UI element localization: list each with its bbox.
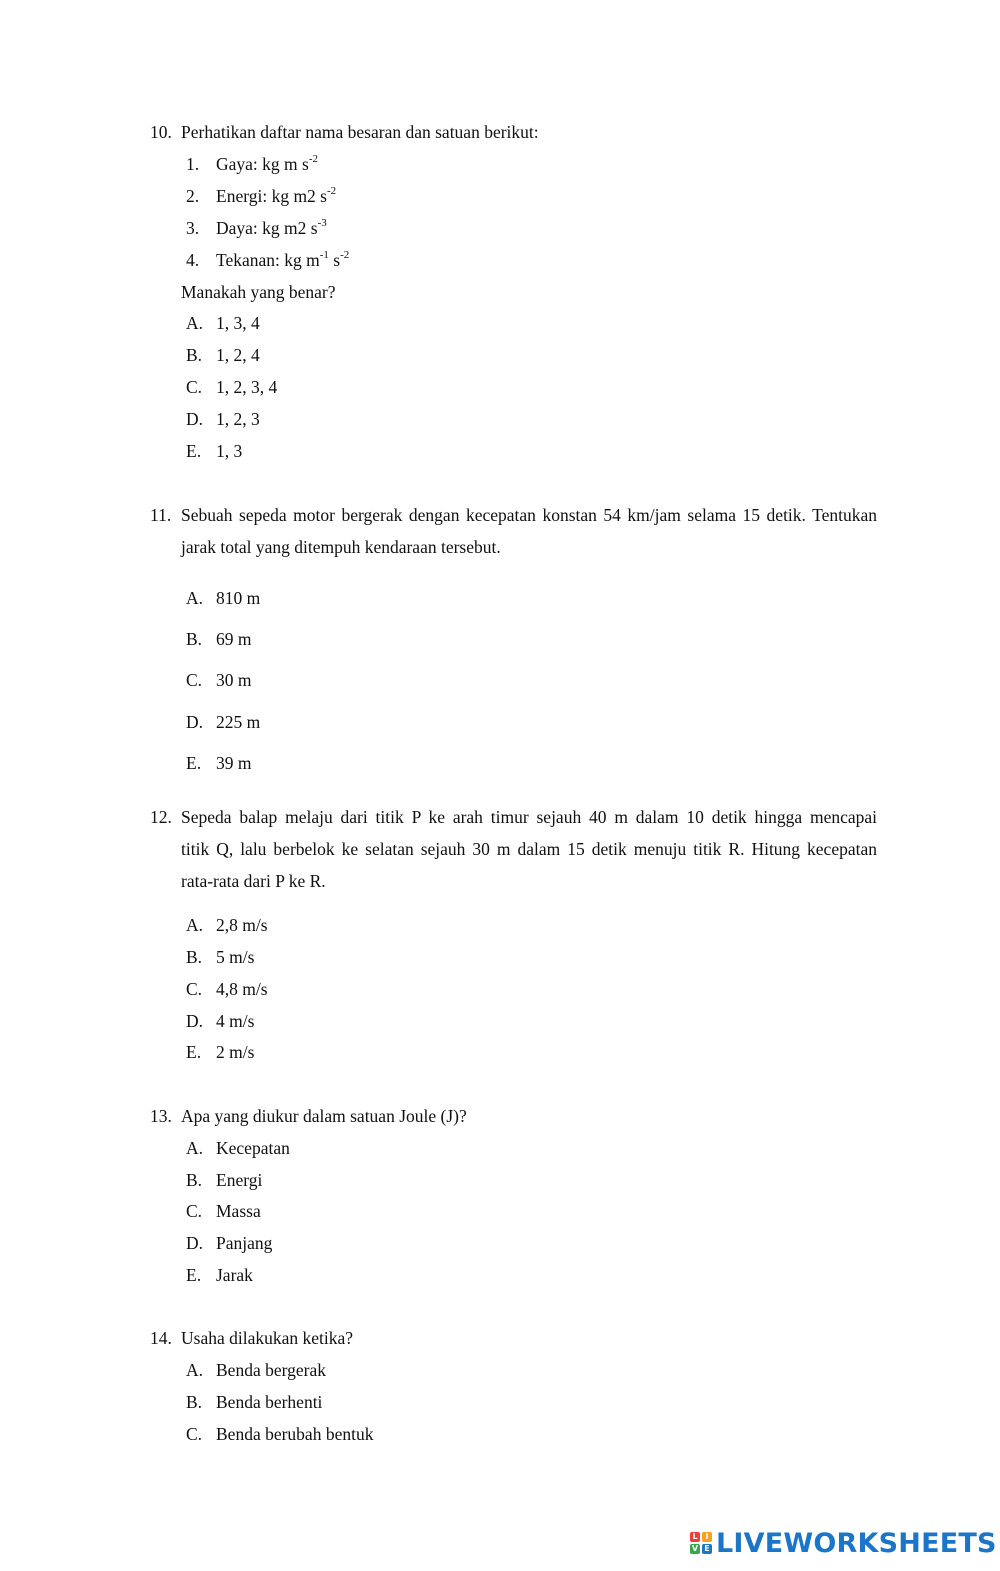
option-letter[interactable]: B. <box>186 1170 203 1190</box>
answer-option[interactable]: Panjang <box>216 1233 273 1253</box>
logo-text: LIVEWORKSHEETS <box>716 1527 997 1559</box>
answer-option[interactable]: 30 m <box>216 670 252 690</box>
option-letter[interactable]: C. <box>186 670 203 690</box>
list-item: Tekanan: kg $m^{-1}$ $s^{-2}$ <box>216 249 350 270</box>
answer-option[interactable]: 1, 3 <box>216 441 243 461</box>
question-prompt-line-3: rata-rata dari P ke R. <box>181 871 326 891</box>
list-item-number: 1. <box>186 154 200 174</box>
option-letter[interactable]: A. <box>186 1138 204 1158</box>
liveworksheets-logo[interactable] <box>690 1525 997 1561</box>
option-letter[interactable]: C. <box>186 979 203 999</box>
answer-option[interactable]: 1, 2, 3 <box>216 409 260 429</box>
option-letter[interactable]: A. <box>186 1360 204 1380</box>
option-letter[interactable]: D. <box>186 712 204 732</box>
logo-mark-tile: E <box>702 1544 712 1554</box>
list-item: Gaya: kg m $s^{-2}$ <box>216 153 319 174</box>
option-letter[interactable]: D. <box>186 1011 204 1031</box>
question-number: 14. <box>150 1328 172 1348</box>
list-item-number: 4. <box>186 250 200 270</box>
list-item: Energi: kg m2 $s^{-2}$ <box>216 185 337 206</box>
answer-option[interactable]: 5 m/s <box>216 947 255 967</box>
option-letter[interactable]: A. <box>186 313 204 333</box>
logo-mark-tile: L <box>690 1532 700 1542</box>
question-prompt: Apa yang diukur dalam satuan Joule (J)? <box>181 1106 467 1126</box>
answer-option[interactable]: Massa <box>216 1201 261 1221</box>
answer-option[interactable]: 1, 2, 3, 4 <box>216 377 278 397</box>
option-letter[interactable]: E. <box>186 1265 202 1285</box>
option-letter[interactable]: E. <box>186 753 202 773</box>
option-letter[interactable]: B. <box>186 629 203 649</box>
question-prompt-line-1: Sepeda balap melaju dari titik P ke arah timur sejauh 40 m dalam 10 detik hingga mencapai <box>181 807 877 827</box>
answer-option[interactable]: 39 m <box>216 753 252 773</box>
question-number: 10. <box>150 122 172 142</box>
question-number: 11. <box>150 505 172 525</box>
answer-option[interactable]: Benda bergerak <box>216 1360 326 1380</box>
option-letter[interactable]: B. <box>186 947 203 967</box>
option-letter[interactable]: A. <box>186 915 204 935</box>
answer-option[interactable]: 1, 2, 4 <box>216 345 260 365</box>
liveworksheets-logo-icon <box>690 1532 712 1554</box>
answer-option[interactable]: 810 m <box>216 588 261 608</box>
question-prompt: Perhatikan daftar nama besaran dan satuan berikut: <box>181 122 539 142</box>
option-letter[interactable]: C. <box>186 1201 203 1221</box>
answer-option[interactable]: 4,8 m/s <box>216 979 268 999</box>
option-letter[interactable]: D. <box>186 1233 204 1253</box>
option-letter[interactable]: C. <box>186 1424 203 1444</box>
question-number: 12. <box>150 807 172 827</box>
option-letter[interactable]: A. <box>186 588 204 608</box>
option-letter[interactable]: C. <box>186 377 203 397</box>
answer-option[interactable]: 225 m <box>216 712 261 732</box>
answer-option[interactable]: 1, 3, 4 <box>216 313 260 333</box>
answer-option[interactable]: Energi <box>216 1170 263 1190</box>
question-prompt-line-2: titik Q, lalu berbelok ke selatan sejauh 30 m dalam 15 detik menuju titik R. Hitung kecepatan <box>181 839 877 859</box>
option-letter[interactable]: B. <box>186 345 203 365</box>
option-letter[interactable]: B. <box>186 1392 203 1412</box>
answer-option[interactable]: Kecepatan <box>216 1138 290 1158</box>
question-prompt-line-2: jarak total yang ditempuh kendaraan tersebut. <box>181 537 501 557</box>
answer-option[interactable]: 4 m/s <box>216 1011 255 1031</box>
option-letter[interactable]: D. <box>186 409 204 429</box>
answer-option[interactable]: Benda berhenti <box>216 1392 323 1412</box>
list-item-number: 2. <box>186 186 200 206</box>
logo-mark-tile: I <box>702 1532 712 1542</box>
option-letter[interactable]: E. <box>186 441 202 461</box>
option-letter[interactable]: E. <box>186 1042 202 1062</box>
question-ask: Manakah yang benar? <box>181 282 336 302</box>
question-prompt-line-1: Sebuah sepeda motor bergerak dengan kecepatan konstan 54 km/jam selama 15 detik. Tentukan <box>181 505 877 525</box>
question-number: 13. <box>150 1106 172 1126</box>
question-prompt: Usaha dilakukan ketika? <box>181 1328 354 1348</box>
answer-option[interactable]: Benda berubah bentuk <box>216 1424 374 1444</box>
answer-option[interactable]: 69 m <box>216 629 252 649</box>
logo-mark-tile: V <box>691 1544 699 1553</box>
answer-option[interactable]: 2 m/s <box>216 1042 255 1062</box>
answer-option[interactable]: 2,8 m/s <box>216 915 268 935</box>
list-item-number: 3. <box>186 218 200 238</box>
answer-option[interactable]: Jarak <box>216 1265 253 1285</box>
list-item: Daya: kg m2 $s^{-3}$ <box>216 217 327 238</box>
